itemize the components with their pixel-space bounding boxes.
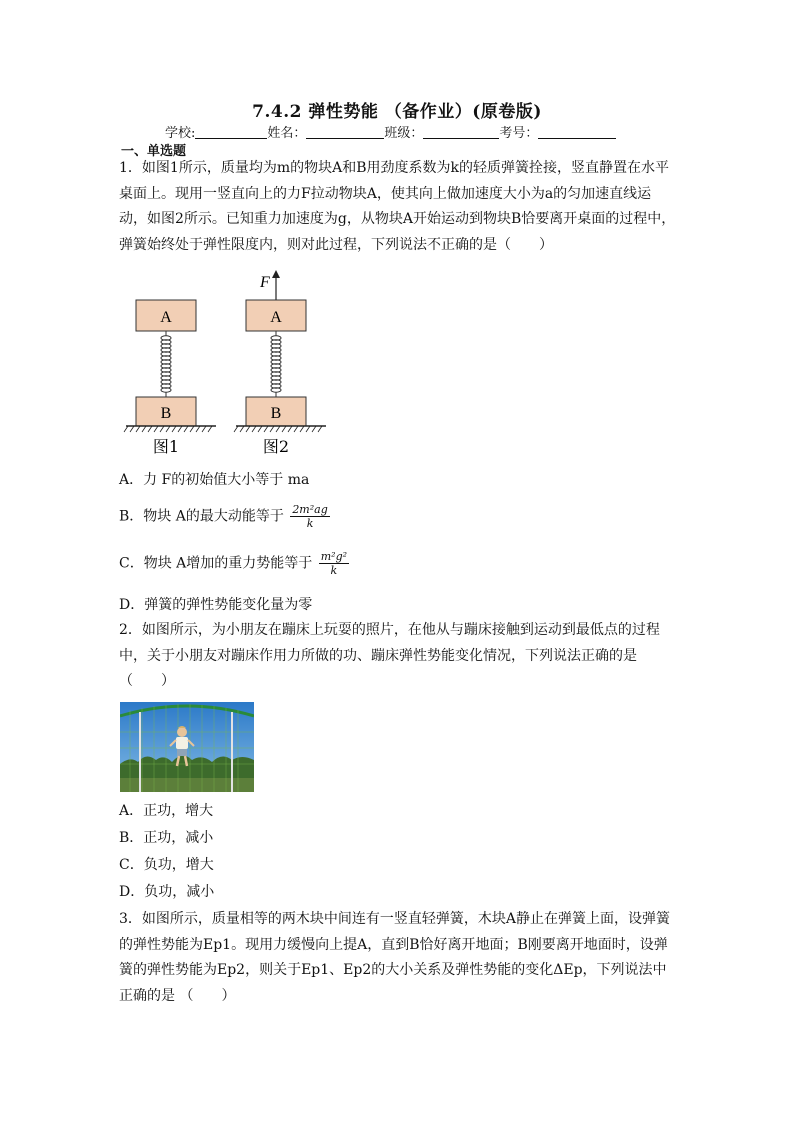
- question-3-text: 3．如图所示，质量相等的两木块中间连有一竖直轻弹簧，木块A静止在弹簧上面，设弹簧的弹性势能为Ep1。现用力缓慢向上提A，直到B恰好离开地面；B刚要离开地面时，设弹簧的弹性势能为Ep2，则关于Ep1、Ep2的大小关系及弹性势能的变化ΔEp，下列说法中正确的是 （ ）: [119, 911, 671, 1004]
- question-1-option-b[interactable]: [119, 503, 330, 530]
- option-b-text: B．物块 A的最大动能等于: [119, 508, 284, 525]
- exam-number-label: 考号：: [499, 126, 539, 141]
- name-label: 姓名：: [267, 126, 307, 141]
- figure-1: [124, 300, 216, 456]
- trampoline-photo: [120, 702, 254, 792]
- exam-number-blank[interactable]: [538, 126, 616, 139]
- name-blank[interactable]: [306, 126, 384, 139]
- question-2-option-b[interactable]: B．正功，减小: [119, 830, 214, 846]
- block-a-label: A: [270, 309, 282, 326]
- school-label: 学校:: [165, 126, 196, 141]
- fraction-denominator: k: [330, 564, 338, 577]
- option-c-text: C．物块 A增加的重力势能等于: [119, 555, 313, 572]
- question-2-text: 2．如图所示，为小朋友在蹦床上玩耍的照片，在他从与蹦床接触到运动到最低点的过程中，关于小朋友对蹦床作用力所做的功、蹦床弹性势能变化情况，下列说法正确的是（ ）: [119, 622, 660, 689]
- potential-energy-fraction: [319, 550, 349, 577]
- fraction-numerator: 2m²ag: [292, 503, 328, 516]
- spring-coil: [161, 331, 171, 397]
- spring-coil: [271, 331, 281, 397]
- question-1-option-d[interactable]: D．弹簧的弹性势能变化量为零: [119, 597, 313, 613]
- question-1-option-a[interactable]: A．力 F的初始值大小等于 ma: [119, 472, 310, 488]
- max-kinetic-energy-fraction: [290, 503, 329, 530]
- question-2-option-d[interactable]: D．负功，减小: [119, 884, 215, 900]
- block-b-label: B: [160, 405, 172, 422]
- ground-hatching: [234, 426, 322, 432]
- figure-1-caption: 图1: [152, 437, 180, 456]
- spring-blocks-figure: [120, 268, 330, 460]
- page-title: 7.4.2 弹性势能 （备作业）(原卷版): [252, 102, 542, 122]
- force-arrow-icon: [272, 270, 280, 278]
- block-a-label: A: [160, 309, 172, 326]
- fraction-numerator: m²g²: [320, 550, 348, 563]
- class-label: 班级：: [384, 126, 424, 141]
- question-1-option-c[interactable]: [119, 550, 349, 577]
- section-heading: 一、单选题: [121, 144, 187, 159]
- question-1-text: 1．如图1所示，质量均为m的物块A和B用劲度系数为k的轻质弹簧拴接，竖直静置在水平桌面上。现用一竖直向上的力F拉动物块A，使其向上做加速度大小为a的匀加速直线运动，如图2所示。已知重力加速度为g，从物块A开始运动到物块B恰要离开桌面的过程中，弹簧始终处于弹性限度内，则对此过程，下列说法不正确的是（ ）: [119, 160, 676, 253]
- force-label: F: [260, 274, 270, 291]
- figure-2-caption: 图2: [262, 437, 290, 456]
- block-b-label: B: [270, 405, 282, 422]
- ground-hatching: [124, 426, 212, 432]
- class-blank[interactable]: [423, 126, 499, 139]
- question-2-option-a[interactable]: A．正功，增大: [119, 803, 214, 819]
- question-2-option-c[interactable]: C．负功，增大: [119, 857, 214, 873]
- school-blank[interactable]: [195, 126, 267, 139]
- figure-2: [234, 270, 326, 456]
- fraction-denominator: k: [306, 517, 314, 530]
- student-info-line: [165, 122, 616, 141]
